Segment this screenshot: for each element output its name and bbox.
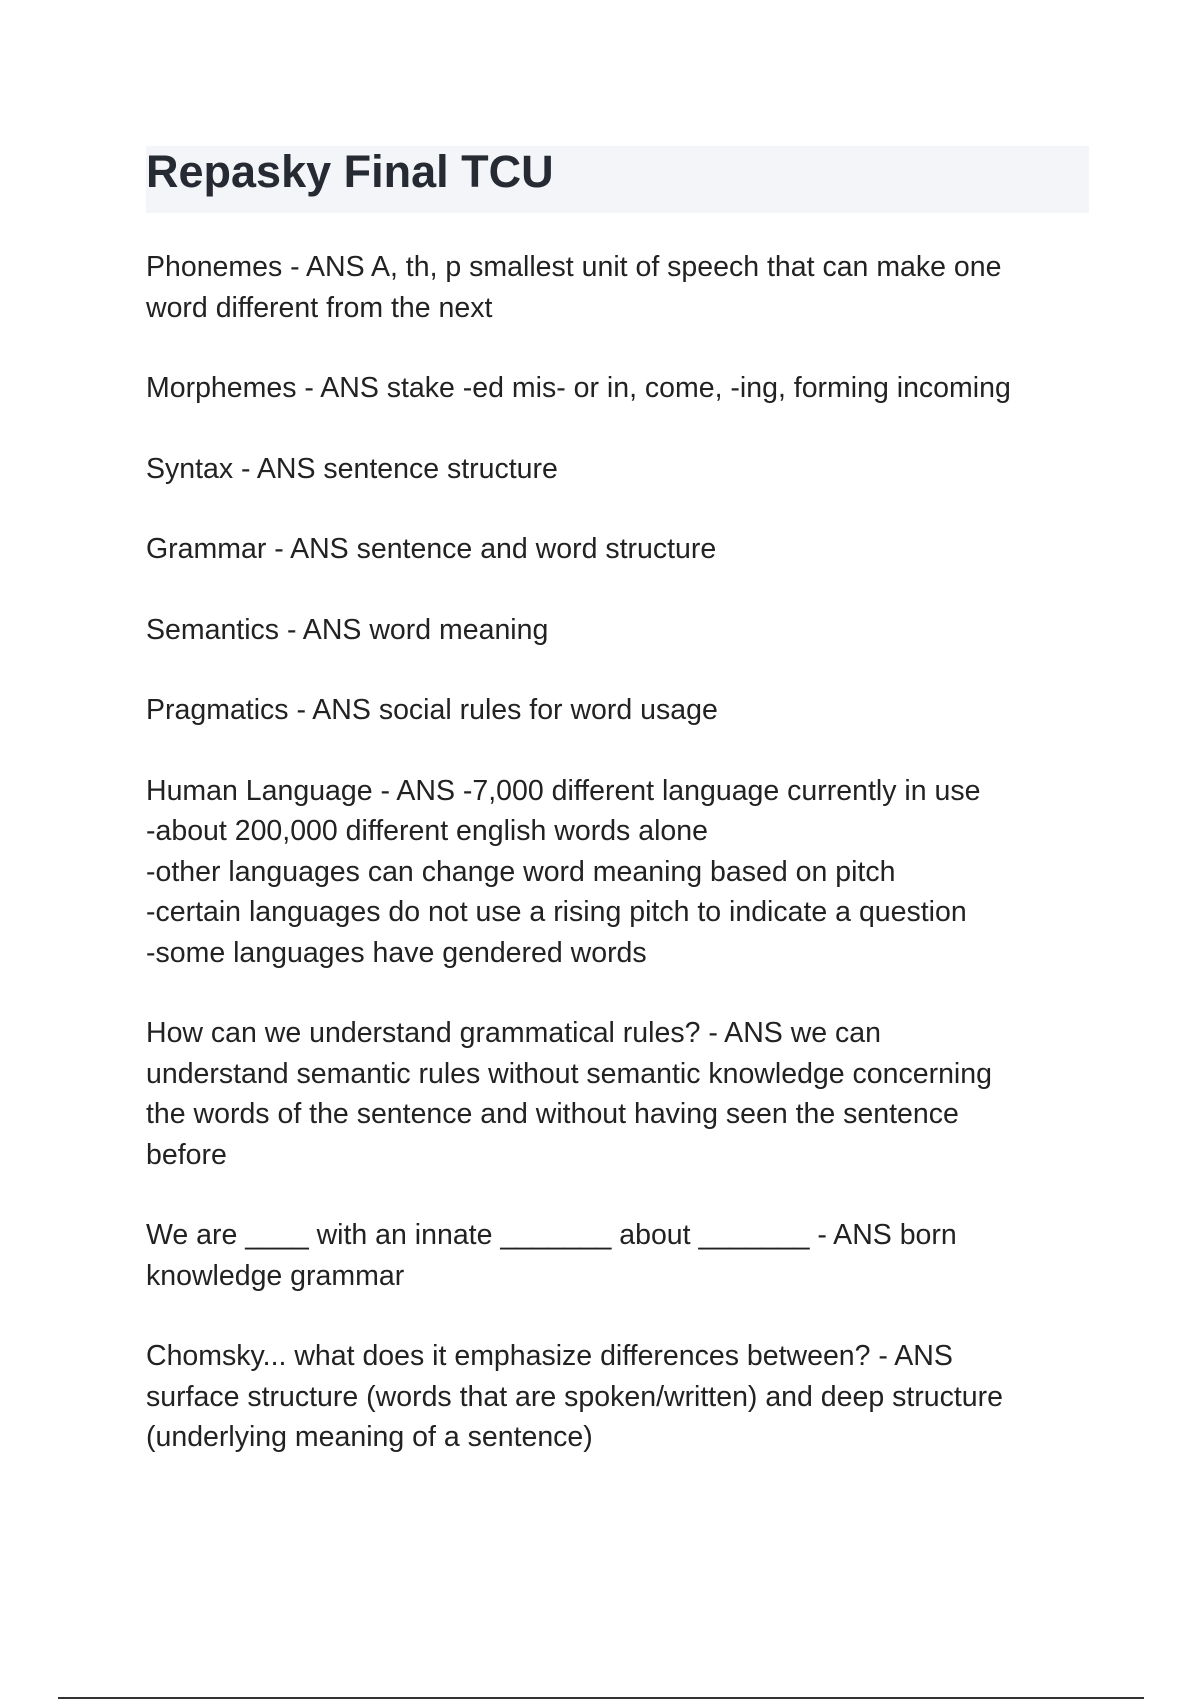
document-title: Repasky Final TCU: [146, 146, 554, 197]
qa-line: knowledge grammar: [146, 1259, 405, 1292]
qa-semantics: [146, 610, 1091, 651]
qa-list: [146, 247, 1091, 1458]
qa-line: surface structure (words that are spoken/written) and deep structure: [146, 1380, 1003, 1413]
qa-line: -some languages have gendered words: [146, 936, 647, 969]
qa-grammar: [146, 529, 1091, 570]
qa-line: -certain languages do not use a rising pitch to indicate a question: [146, 896, 967, 928]
qa-line: (underlying meaning of a sentence): [146, 1421, 593, 1453]
qa-morphemes: [146, 368, 1091, 409]
qa-line: Pragmatics - ANS social rules for word usage: [146, 694, 718, 726]
qa-line: -other languages can change word meaning based on pitch: [146, 855, 896, 888]
footer-divider: [58, 1697, 1144, 1699]
qa-line: before: [146, 1138, 227, 1171]
qa-line: understand semantic rules without semantic knowledge concerning: [146, 1057, 992, 1090]
qa-pragmatics: [146, 690, 1091, 731]
qa-phonemes: [146, 247, 1091, 328]
qa-line: the words of the sentence and without having seen the sentence: [146, 1098, 959, 1130]
qa-line: Phonemes - ANS A, th, p smallest unit of speech that can make one: [146, 251, 1002, 283]
qa-line: Chomsky... what does it emphasize differences between? - ANS: [146, 1340, 953, 1372]
qa-chomsky: [146, 1336, 1091, 1458]
qa-line: Grammar - ANS sentence and word structure: [146, 533, 717, 565]
qa-line: Morphemes - ANS stake -ed mis- or in, come, -ing, forming incoming: [146, 372, 1011, 404]
qa-syntax: [146, 449, 1091, 490]
qa-line: We are ____ with an innate _______ about _______ - ANS born: [146, 1219, 957, 1251]
qa-innate-knowledge: [146, 1215, 1091, 1296]
qa-human-language: [146, 771, 1091, 974]
qa-line: Syntax - ANS sentence structure: [146, 452, 558, 485]
qa-line: Human Language - ANS -7,000 different language currently in use: [146, 774, 981, 807]
qa-grammatical-rules: [146, 1013, 1091, 1175]
qa-line: Semantics - ANS word meaning: [146, 613, 549, 646]
qa-line: -about 200,000 different english words alone: [146, 815, 708, 847]
qa-line: word different from the next: [146, 291, 493, 324]
qa-line: How can we understand grammatical rules? - ANS we can: [146, 1017, 882, 1049]
